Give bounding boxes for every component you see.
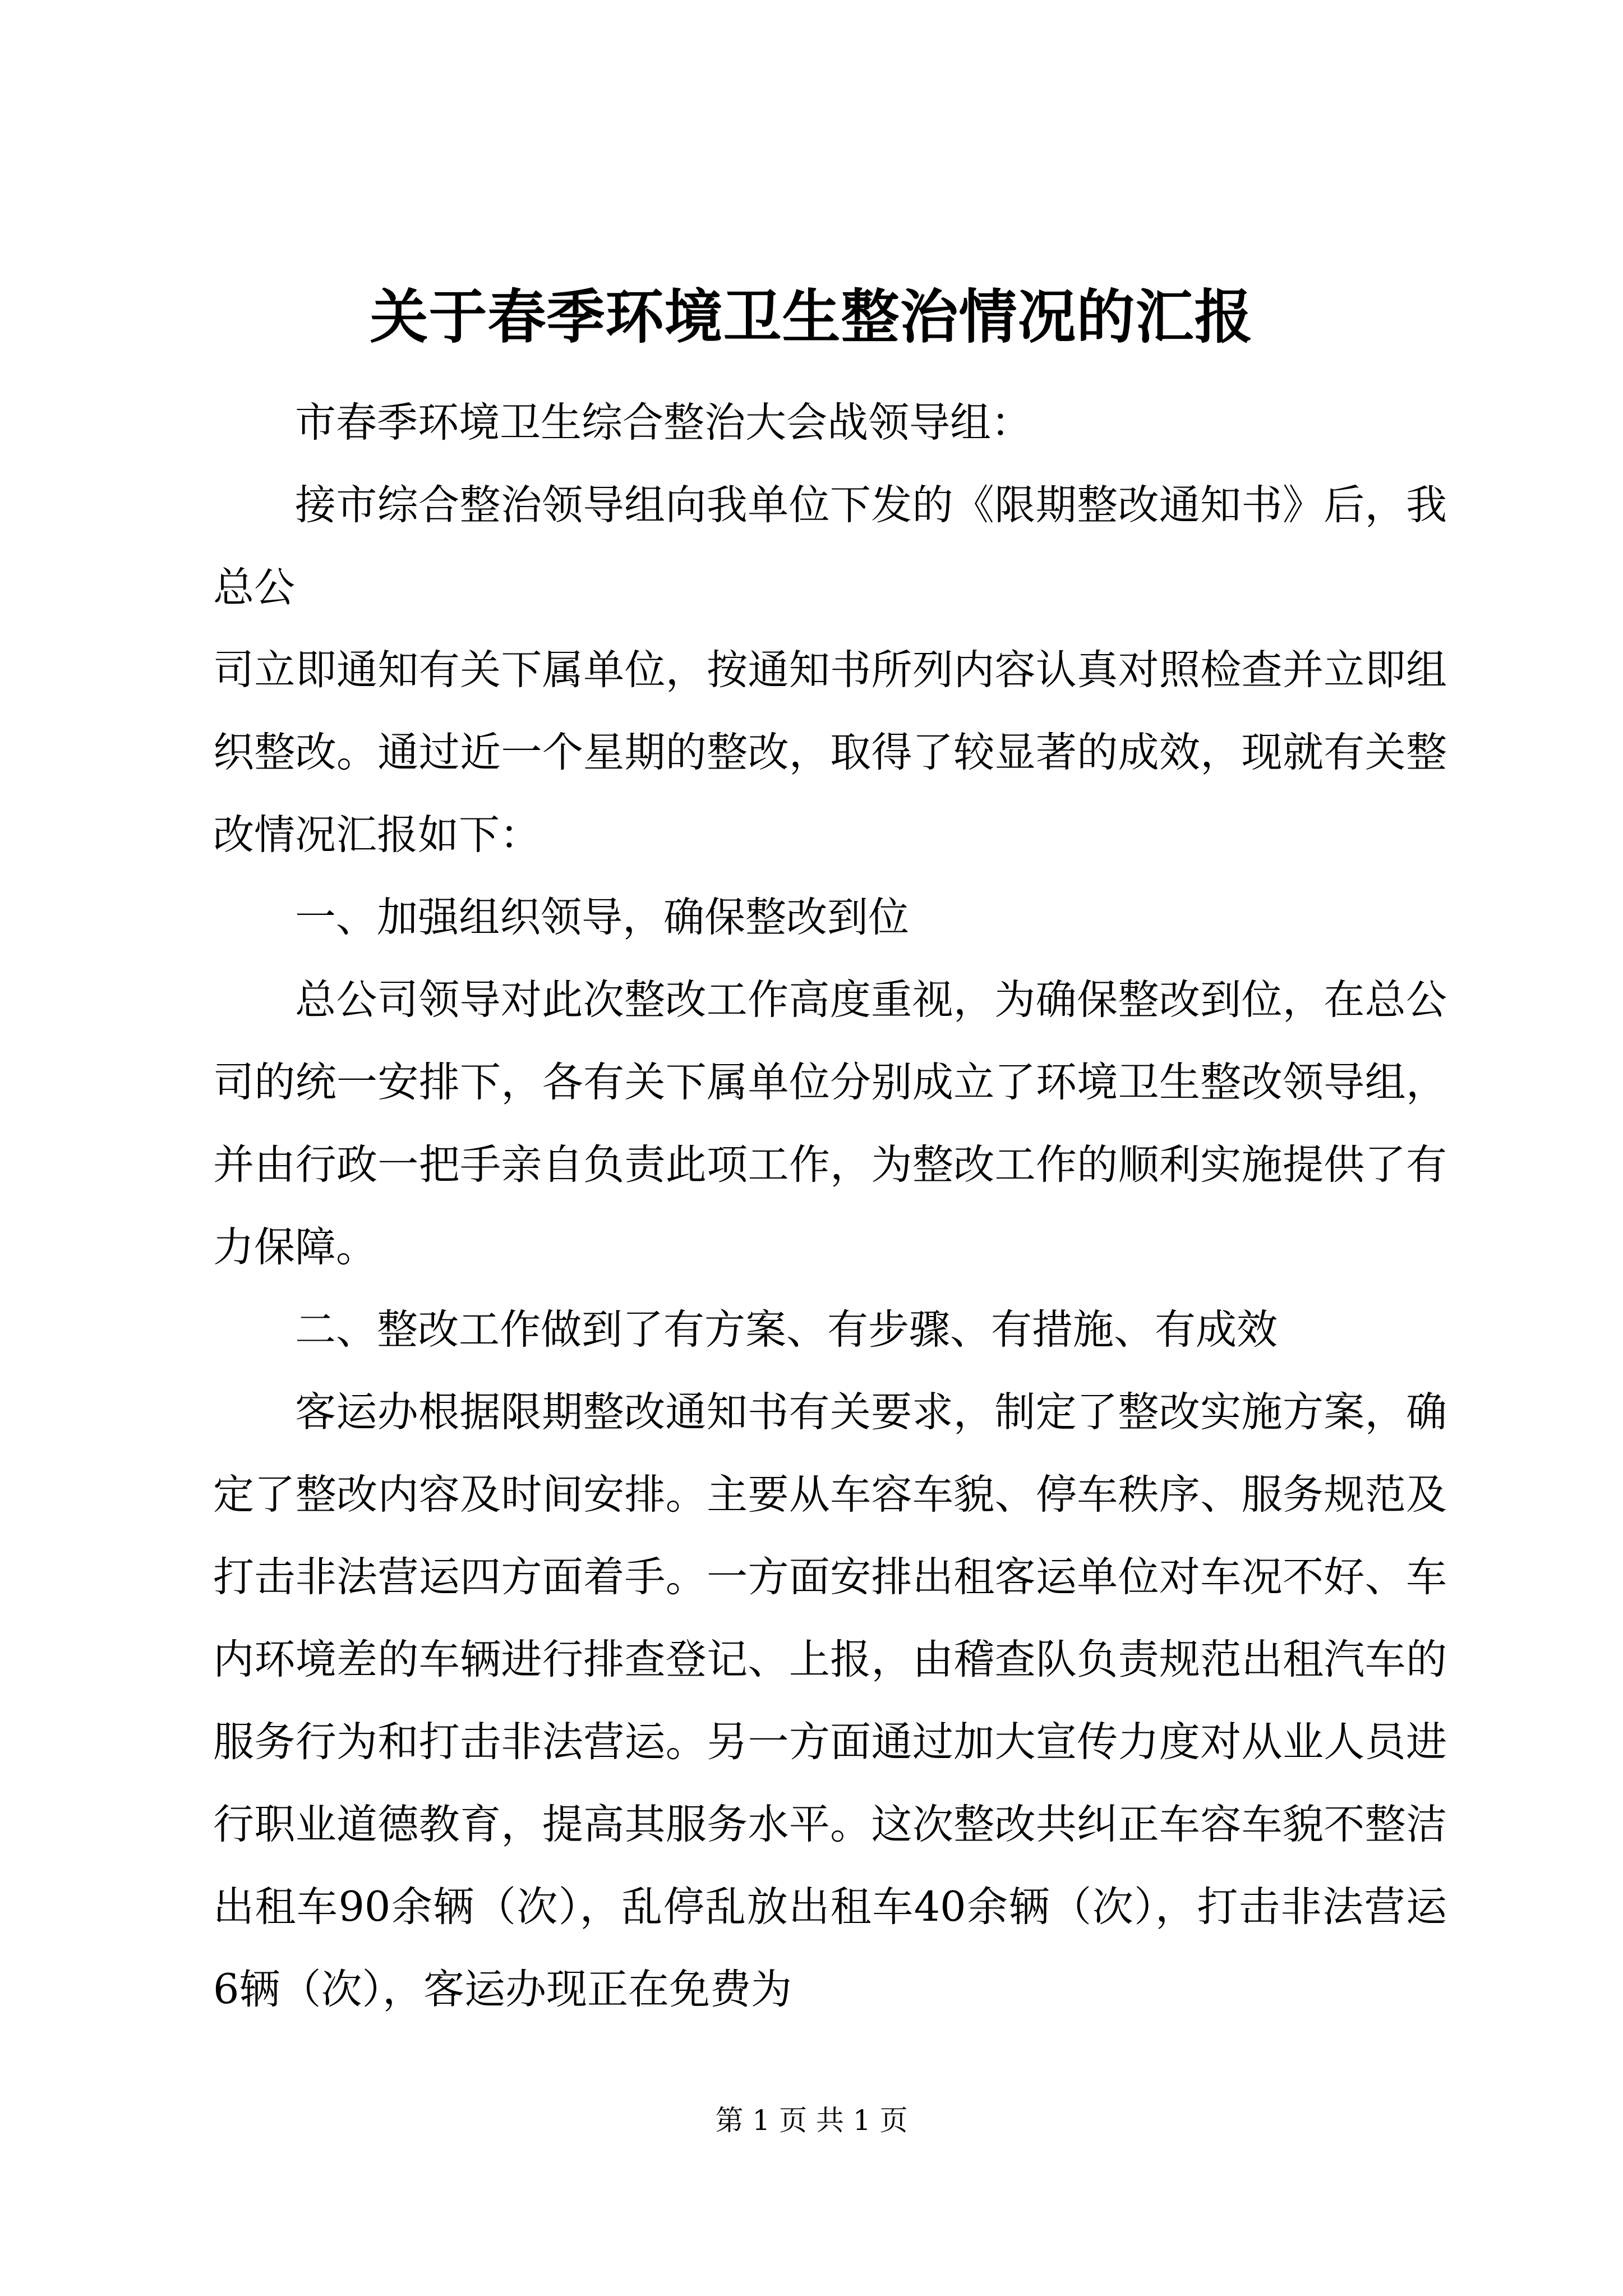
body-paragraph: 司立即通知有关下属单位，按通知书所列内容认真对照检查并立即组织整改。通过近一个星期的整改，取得了较显著的成效，现就有关整改情况汇报如下： — [213, 646, 1447, 859]
document-body — [213, 381, 1447, 2031]
section-heading: 二、整改工作做到了有方案、有步骤、有措施、有成效 — [295, 1306, 1278, 1354]
body-paragraph: 接市综合整治领导组向我单位下发的《限期整改通知书》后，我总公 — [213, 481, 1447, 611]
salutation-paragraph: 市春季环境卫生综合整治大会战领导组： — [295, 399, 1032, 447]
body-paragraph: 客运办根据限期整改通知书有关要求，制定了整改实施方案，确定了整改内容及时间安排。主要从车容车貌、停车秩序、服务规范及打击非法营运四方面着手。一方面安排出租客运单位对车况不好、车内环境差的车辆进行排查登记、上报，由稽查队负责规范出租汽车的服务行为和打击非法营运。另一方面通过加大宣传力度对从业人员进行职业道德教育，提高其服务水平。这次整改共纠正车容车貌不整洁出租车90余辆（次），乱停乱放出租车40余辆（次），打击非法营运6辆（次），客运办现正在免费为 — [213, 1388, 1447, 2013]
section-heading: 一、加强组织领导，确保整改到位 — [295, 894, 909, 941]
document-title: 关于春季环境卫生整治情况的汇报 — [370, 282, 1253, 351]
page-footer: 第 1 页 共 1 页 — [715, 2104, 908, 2137]
body-paragraph: 总公司领导对此次整改工作高度重视，为确保整改到位，在总公司的统一安排下，各有关下属单位分别成立了环境卫生整改领导组，并由行政一把手亲自负责此项工作，为整改工作的顺利实施提供了有力保障。 — [213, 976, 1447, 1271]
